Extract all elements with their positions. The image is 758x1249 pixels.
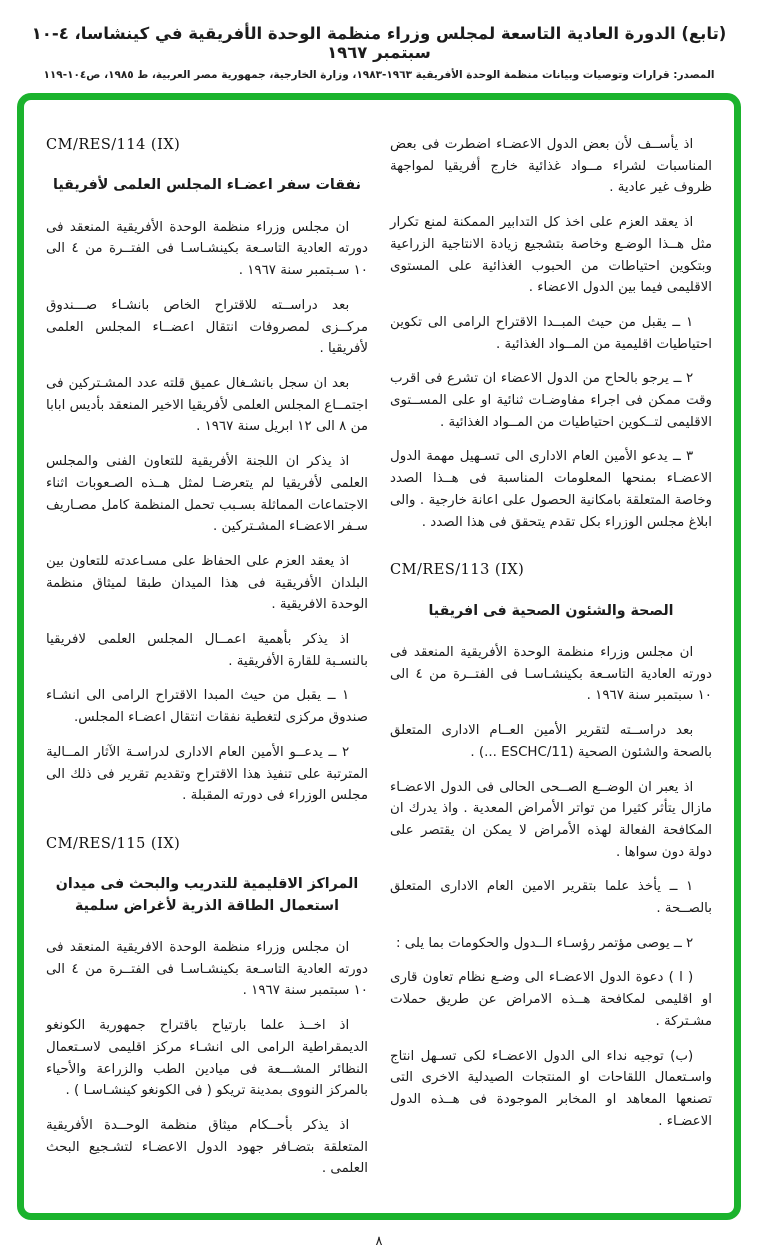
paragraph: ١ ــ يقبل من حيث المبدا الاقتراح الرامى الى انشـاء صندوق مركزى لتغطية نفقات انتقال اعضـاء المجلس. — [46, 688, 368, 726]
resolution-code: CM/RES/113 (IX) — [390, 562, 525, 579]
paragraph: اذ يعبر ان الوضــع الصــحى الحالى فى الدول الاعضـاء مازال يتأثر كثيرا من تواتر الأمراض المعدية . واذ يدرك ان المكافحة الفعالة لهذه الأمراض لا يمكن ان يقتصر على دولة دون سواها . — [390, 779, 712, 860]
resolution-code: CM/RES/114 (IX) — [46, 137, 181, 153]
green-border-box — [17, 93, 741, 1220]
paragraph: ٣ ــ يدعو الأمين العام الادارى الى تسـهيل مهمة الدول الاعضـاء بمنحها المعلومات المناسبة فى هــذا الصدد وخاصة المتعلقة بامكانية الحصول على اعانة خارجية . والى ابلاغ مجلس الوزراء بكل تقدم يتحقق فى هذا الصدد . — [390, 449, 712, 530]
paragraph: ان مجلس وزراء منظمة الوحدة الأفريقية المنعقد فى دورته العادية التاسـعة بكينشـاسـا فى الفتــرة من ٤ الى ١٠ سـبتمبر سنة ١٩٦٧ . — [46, 219, 369, 279]
page-number: ٨ — [375, 1234, 383, 1249]
resolution-title: نفقات سفر اعضـاء المجلس العلمى لأفريقيا — [53, 177, 361, 194]
resolution-115 — [46, 833, 368, 1180]
resolution-114 — [46, 134, 368, 807]
resolution-code: CM/RES/115 (IX) — [46, 835, 181, 852]
column-right — [390, 134, 712, 1193]
paragraph: اذ يذكر بأحــكام ميثاق منظمة الوحــدة الأفريقية المتعلقة بتضـافر جهود الدول الاعضـاء لتشـجيع البحث العلمى . — [46, 1117, 368, 1177]
paragraph: ( ا ) دعوة الدول الاعضـاء الى وضـع نظام تعاون قارى او اقليمى لمكافحة هــذه الامراض عن طريق حملات مشـتركة . — [390, 970, 712, 1029]
paragraph: اذ يذكر بأهمية اعمــال المجلس العلمى لافريقيا بالنسـبة للقارة الأفريقية . — [46, 632, 368, 669]
paragraph: ١ ــ يأخذ علما بتقرير الامين العام الادارى المتعلق بالصــحة . — [390, 879, 712, 917]
resolution-112-continuation — [390, 134, 712, 533]
paragraph: بعد دراســته لتقرير الأمين العــام الادارى المتعلق بالصحة والشئون الصحية (ESCHC/11 ...) . — [390, 723, 712, 760]
paragraph: ١ ــ يقبل من حيث المبــدا الاقتراح الرامى الى تكوين احتياطيات اقليمية من المــواد الغذائية . — [390, 314, 712, 352]
paragraph: اذ اخــذ علما بارتياح باقتراح جمهورية الكونغو الديمقراطية الرامى الى انشـاء مركز اقليمى لاسـتعمال النظائر المشـــعة فى ميادين الطب والزراعة والأحياء بالمركز النووى بمدينة تريكو ( فى الكونغو كينشـاسـا ) . — [46, 1018, 368, 1099]
resolution-title: المراكز الاقليمية للتدريب والبحث فى ميدان استعمال الطاقة الذرية لأغراض سلمية — [55, 876, 359, 914]
paragraph: اذ يأســف لأن بعض الدول الاعضـاء اضطرت فى بعض المناسبات لشراء مــواد غذائية خارج أفريقيا لمواجهة ظروف غير عادية . — [390, 137, 712, 196]
paragraph: ٢ ــ يدعــو الأمين العام الادارى لدراسـة الآثار المــالية المترتبة على تنفيذ هذا الاقتراح وتقديم تقرير فى ذلك الى مجلس الوزراء فى دورته المقبلة . — [46, 744, 368, 804]
paragraph: بعد ان سجل بانشـغال عميق قلته عدد المشـتركين فى اجتمــاع المجلس العلمى لأفريقيا الاخير المنعقد بأديس ابابا من ٨ الى ١٢ ابريل سنة ١٩٦٧ . — [46, 376, 368, 435]
column-left — [46, 134, 368, 1193]
page-header — [0, 24, 758, 81]
paragraph: ان مجلس وزراء منظمة الوحدة الافريقية المنعقد فى دورته العادية التاسـعة بكينشـاسـا فى الفتــرة من ٤ الى ١٠ سبتمبر سنة ١٩٦٧ . — [46, 940, 369, 999]
paragraph: ان مجلس وزراء منظمة الوحدة الأفريقية المنعقد فى دورته العادية التاسـعة بكينشـاسـا فى الفتــرة من ٤ الى ١٠ سبتمبر سنة ١٩٦٧ . — [390, 645, 713, 704]
paragraph: (ب) توجيه نداء الى الدول الاعضـاء لكى تسـهل انتاج واسـتعمال اللقاحات او المنتجات الصيدلية الاخرى التى تصنعها المعاهد او المخابر الموجودة فى هــذه الدول الاعضـاء . — [390, 1048, 712, 1129]
resolution-title: الصحة والشئون الصحية فى افريقيا — [428, 602, 674, 619]
resolution-113 — [390, 559, 712, 1132]
paragraph: اذ يعقد العزم على اخذ كل التدابير الممكنة لمنع تكرار مثل هــذا الوضـع وخاصة بتشجيع زيادة الانتاجية الزراعية وبتكوين احتياطات من الحبوب الغذائية على المستوى الاقليمى فيما بين الدول الاعضاء . — [390, 215, 712, 296]
paragraph: ٢ ــ يوصى مؤتمر رؤسـاء الــدول والحكومات بما يلى : — [395, 935, 694, 951]
paragraph: بعد دراســته للاقتراح الخاص بانشـاء صـــندوق مركــزى لمصروفات انتقال اعضــاء المجلس العلمى لأفريقيا . — [46, 297, 368, 357]
two-column-layout — [46, 134, 712, 1193]
source-citation: المصدر: قرارات وتوصيات وبيانات منظمة الوحدة الأفريقية ١٩٦٣-١٩٨٣، وزارة الخارجية، جمهورية مصر العربية، ط ١٩٨٥، ص١٠٤-١١٩ — [43, 69, 715, 81]
session-title: (تابع) الدورة العادية التاسعة لمجلس وزراء منظمة الوحدة الأفريقية في كينشاسا، ٤-١٠ سبتمبر ١٩٦٧ — [31, 24, 727, 62]
paragraph: ٢ ــ يرجو بالحاح من الدول الاعضاء ان تشرع فى اقرب وقت ممكن فى اجراء مفاوضـات ثنائية او على المســتوى الاقليمى لتــكوين احتياطيات من المــواد الغذائية . — [390, 371, 712, 430]
paragraph: اذ يذكر ان اللجنة الأفريقية للتعاون الفنى والمجلس العلمى لأفريقيا لم يتعرضـا لمثل هــذه الصـعوبات اثناء الاجتماعات المماثلة بسـبب تحمل المنظمة كامل مصـاريف سـفر الاعضـاء المشـتركين . — [46, 454, 368, 535]
paragraph: اذ يعقد العزم على الحفاظ على مسـاعدته للتعاون بين البلدان الأفريقية فى هذا الميدان طبقا لميثاق منظمة الوحدة الافريقية . — [46, 553, 368, 613]
